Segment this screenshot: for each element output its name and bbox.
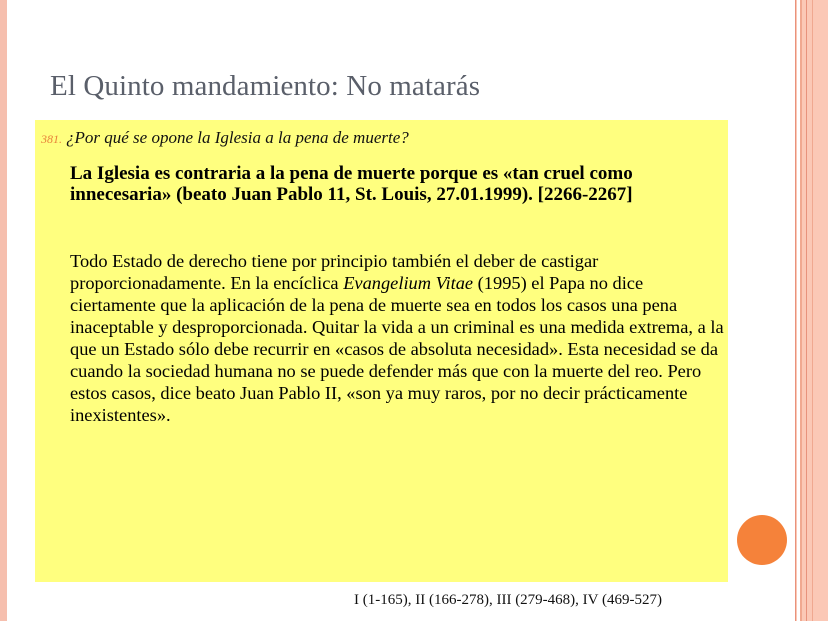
left-border-decoration [0,0,7,621]
stripe-line [812,0,813,621]
question [41,128,409,148]
stripe-line [795,0,796,621]
stripe-line [800,0,802,621]
body-text-part2: (1995) el Papa no dice ciertamente que la aplicación de la pena de muerte sea en todos los casos una pena inaceptable y desproporcionada. Quitar la vida a un criminal es una medida extrema, a la que un Estado sólo debe recurrir en «casos de absoluta necesidad». Esta necesidad se da cuando la sociedad humana no se puede defender más que con la muerte del reo. Pero estos casos, dice beato Juan Pablo II, «son ya muy raros, por no decir prácticamente inexistentes». [70,273,724,425]
footer-reference: I (1-165), II (166-278), III (279-468), IV (469-527) [354,592,662,608]
body-text-part1: Todo Estado de derecho tiene por principio también el deber de castigar proporcionadamente. En la encíclica [70,251,599,293]
answer-body [70,250,725,426]
orange-circle-decoration [737,515,787,565]
answer-summary: La Iglesia es contraria a la pena de muerte porque es «tan cruel como innecesaria» (beato Juan Pablo 11, St. Louis, 27.01.1999). [2266-2267] [70,163,633,205]
slide-title: El Quinto mandamiento: No matarás [50,70,481,102]
question-number: 381. [41,132,62,146]
stripe-line [806,0,807,621]
encyclical-title: Evangelium Vitae [343,273,474,293]
question-text: ¿Por qué se opone la Iglesia a la pena de muerte? [66,128,409,147]
